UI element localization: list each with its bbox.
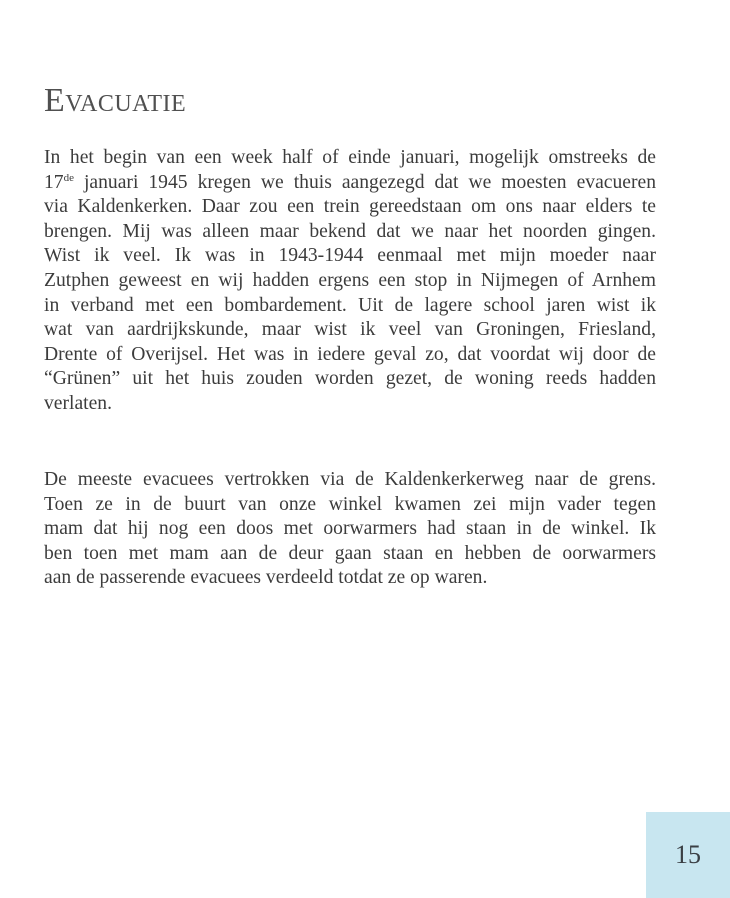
date-number: 17 (44, 171, 64, 193)
paragraph-2 (44, 468, 656, 591)
ordinal-suffix: de (63, 171, 74, 184)
page-title: Evacuatie (44, 82, 187, 119)
text-line: De meeste evacuees vertrokken via de Kaldenkerkerweg naar de grens. (44, 469, 656, 490)
text-line: aan de passerende evacuees verdeeld totdat ze op waren. (44, 567, 488, 589)
text-line: mam dat hij nog een doos met oorwarmers had staan in de winkel. Ik (44, 518, 656, 540)
page-number: 15 (675, 840, 701, 869)
text-line: brengen. Mij was alleen maar bekend dat we naar het noorden gingen. (44, 220, 656, 242)
text-line: Wist ik veel. Ik was in 1943-1944 eenmaal met mijn moeder naar (44, 245, 656, 267)
text-line: In het begin van een week half of einde januari, mogelijk omstreeks de (44, 147, 656, 168)
text-line: wat van aardrijkskunde, maar wist ik veel van Groningen, Friesland, (44, 319, 656, 341)
text-line (44, 171, 656, 196)
text-line: in verband met een bombardement. Uit de lagere school jaren wist ik (44, 294, 656, 316)
page-number-box (646, 812, 730, 898)
text-line: “Grünen” uit het huis zouden worden gezet, de woning reeds hadden (44, 368, 656, 390)
text-line: verlaten. (44, 392, 112, 414)
text-line: ben toen met mam aan de deur gaan staan en hebben de oorwarmers (44, 542, 656, 564)
text-line: via Kaldenkerken. Daar zou een trein gereedstaan om ons naar elders te (44, 196, 656, 218)
text-line: Drente of Overijsel. Het was in iedere geval zo, dat voordat wij door de (44, 343, 656, 365)
text-line: Zutphen geweest en wij hadden ergens een stop in Nijmegen of Arnhem (44, 269, 656, 291)
text-line: Toen ze in de buurt van onze winkel kwamen zei mijn vader tegen (44, 493, 656, 515)
paragraph-1 (44, 146, 656, 417)
text-line-rest: januari 1945 kregen we thuis aangezegd dat we moesten evacueren (73, 171, 656, 193)
